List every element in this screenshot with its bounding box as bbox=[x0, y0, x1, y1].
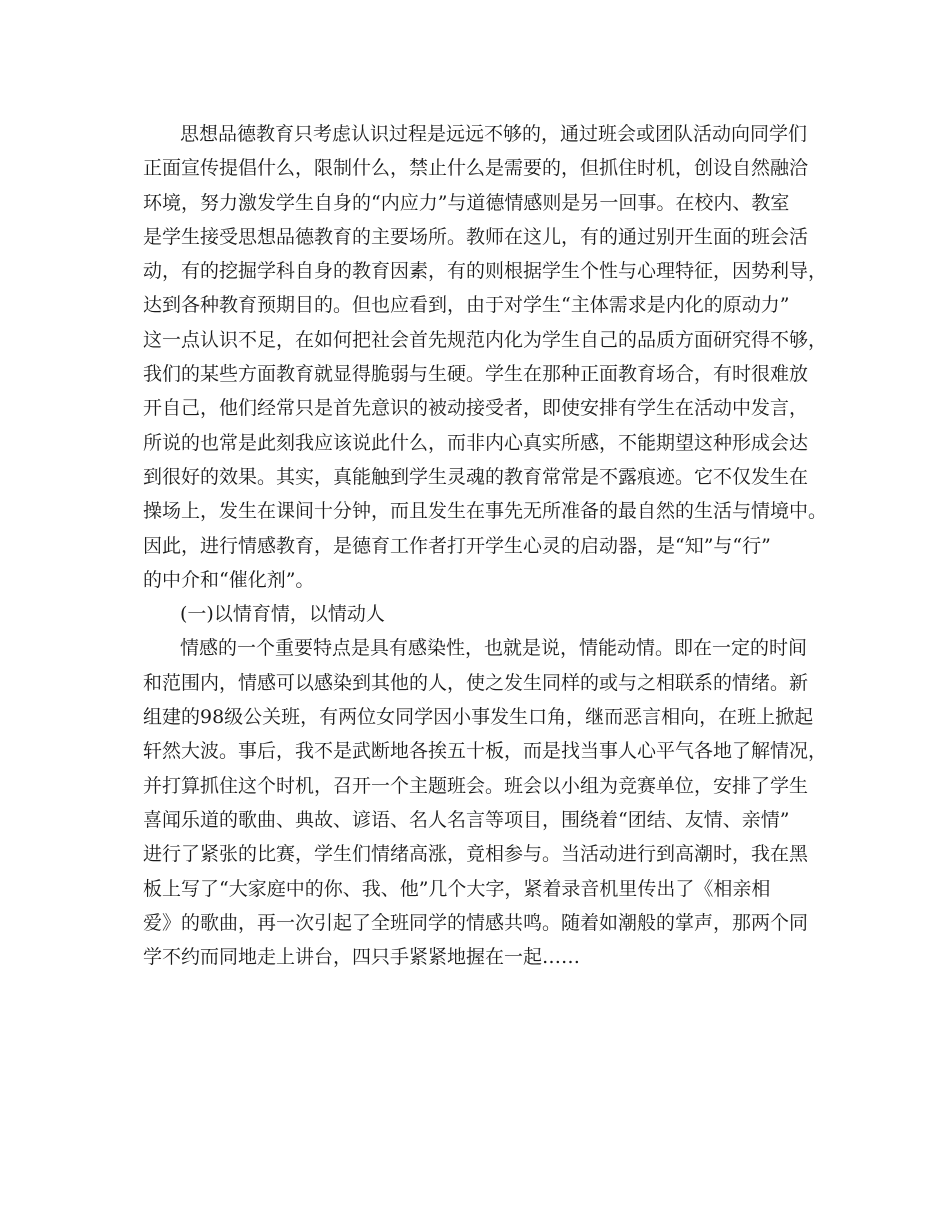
text-line: 进行了紧张的比赛，学生们情绪高涨，竟相参与。当活动进行到高潮时，我在黑 bbox=[143, 843, 809, 866]
text-line: (一)以情育情，以情动人 bbox=[180, 603, 385, 626]
text-line: 所说的也常是此刻我应该说此什么，而非内心真实所感，不能期望这种形成会达 bbox=[143, 431, 809, 454]
text-line: 我们的某些方面教育就显得脆弱与生硬。学生在那种正面教育场合，有时很难放 bbox=[143, 363, 809, 386]
text-line: 这一点认识不足，在如何把社会首先规范内化为学生自己的品质方面研究得不够， bbox=[143, 328, 828, 351]
text-line: 学不约而同地走上讲台，四只手紧紧地握在一起…… bbox=[143, 946, 581, 969]
text-line: 板上写了“大家庭中的你、我、他”几个大字，紧着录音机里传出了《相亲相 bbox=[143, 877, 771, 900]
text-line: 并打算抓住这个时机，召开一个主题班会。班会以小组为竞赛单位，安排了学生 bbox=[143, 774, 809, 797]
text-line: 达到各种教育预期目的。但也应看到，由于对学生“主体需求是内化的原动力” bbox=[143, 294, 790, 317]
text-line: 正面宣传提倡什么，限制什么，禁止什么是需要的，但抓住时机，创设自然融洽 bbox=[143, 157, 809, 180]
text-line: 组建的98级公关班，有两位女同学因小事发生口角，继而恶言相向，在班上掀起 bbox=[143, 706, 814, 729]
text-line: 的中介和“催化剂”。 bbox=[143, 568, 315, 591]
text-line: 和范围内，情感可以感染到其他的人，使之发生同样的或与之相联系的情绪。新 bbox=[143, 671, 809, 694]
document-body bbox=[143, 117, 828, 974]
text-line: 轩然大波。事后，我不是武断地各挨五十板，而是找当事人心平气各地了解情况， bbox=[143, 740, 828, 763]
text-line: 到很好的效果。其实，真能触到学生灵魂的教育常常是不露痕迹。它不仅发生在 bbox=[143, 465, 809, 488]
text-line: 因此，进行情感教育，是德育工作者打开学生心灵的启动器，是“知”与“行” bbox=[143, 534, 771, 557]
text-line: 操场上，发生在课间十分钟，而且发生在事先无所准备的最自然的生活与情境中。 bbox=[143, 500, 828, 523]
text-line: 环境，努力激发学生自身的“内应力”与道德情感则是另一回事。在校内、教室 bbox=[143, 191, 790, 214]
text-line: 动，有的挖掘学科自身的教育因素，有的则根据学生个性与心理特征，因势利导， bbox=[143, 260, 828, 283]
text-line: 开自己，他们经常只是首先意识的被动接受者，即使安排有学生在活动中发言， bbox=[143, 397, 809, 420]
text-line: 爱》的歌曲，再一次引起了全班同学的情感共鸣。随着如潮般的掌声，那两个同 bbox=[143, 911, 809, 934]
text-line: 喜闻乐道的歌曲、典故、谚语、名人名言等项目，围绕着“团结、友情、亲情” bbox=[143, 808, 790, 831]
text-line: 情感的一个重要特点是具有感染性，也就是说，情能动情。即在一定的时间 bbox=[180, 637, 808, 660]
text-line: 思想品德教育只考虑认识过程是远远不够的，通过班会或团队活动向同学们 bbox=[180, 123, 808, 145]
text-line: 是学生接受思想品德教育的主要场所。教师在这儿，有的通过别开生面的班会活 bbox=[143, 225, 809, 248]
